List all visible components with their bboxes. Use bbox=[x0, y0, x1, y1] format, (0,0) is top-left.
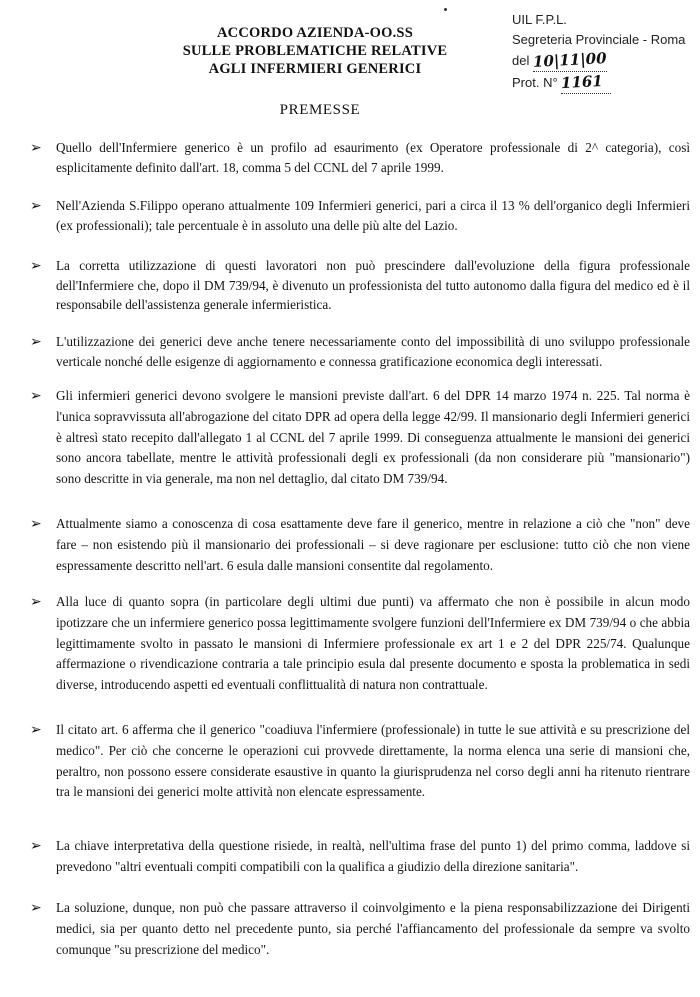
paragraph-text: Quello dell'Infermiere generico è un profilo ad esaurimento (ex Operatore professionale di 2^ categoria), così esplicitamente definito dall'art. 18, comma 5 del CCNL del 7 aprile 1999. bbox=[56, 140, 690, 175]
paragraph-text: Gli infermieri generici devono svolgere le mansioni previste dall'art. 6 del DPR 14 marzo 1974 n. 225. Tal norma è l'unica sopravvissuta all'abrogazione del citato DPR ad opera della legge 42/99. Il mansionario degli Infermieri generici è altresì stato recepito dall'allegato 1 al CCNL del 7 aprile 1999. Di conseguenza attualmente le mansioni dei generici sono ancora tabellate, mentre le attività professionali degli ex professionali (da non considerare più "mansionario") sono descritte in via generale, ma non nel dettaglio, dal citato DM 739/94. bbox=[56, 388, 690, 487]
stamp-date-field bbox=[533, 50, 607, 72]
arrowhead-bullet-icon: ➢ bbox=[30, 900, 42, 916]
list-item bbox=[30, 138, 690, 200]
document-title bbox=[150, 24, 480, 78]
stamp-prot-row bbox=[512, 72, 700, 94]
scan-speck bbox=[444, 8, 447, 11]
paragraph-text: L'utilizzazione dei generici deve anche tenere necessariamente conto del impossibilità di uno sviluppo professionale verticale nonché delle esigenze di aggiornamento e connessa gratificazione economica degli interessati. bbox=[56, 334, 690, 369]
stamp-office: Segreteria Provinciale - Roma bbox=[512, 32, 686, 47]
paragraph-text: Il citato art. 6 afferma che il generico "coadiuva l'infermiere (professionale) in tutte le sue attività e su prescrizione del medico". Per ciò che concerne le operazioni cui provvede direttamente, la norma elenca una serie di mansioni che, peraltro, non possono essere considerate esaustive in quanto la giurisprudenza nel corso degli anni ha ritenuto rientrare tra le mansioni dei generici molte attività non elencate espressamente. bbox=[56, 722, 690, 800]
stamp-prot-label: Prot. N° bbox=[512, 75, 558, 90]
arrowhead-bullet-icon: ➢ bbox=[30, 334, 42, 350]
list-item bbox=[30, 514, 690, 594]
list-item bbox=[30, 898, 690, 984]
paragraph-text: La chiave interpretativa della questione risiede, in realtà, nell'ultima frase del punto 1) del primo comma, laddove si prevedono "altri eventuali compiti compatibili con la qualifica a giudizio della direzione sanitaria". bbox=[56, 838, 690, 874]
stamp-date-row bbox=[512, 50, 700, 72]
list-item bbox=[30, 592, 690, 722]
stamp-date-label: del bbox=[512, 53, 530, 68]
paragraph-text: Alla luce di quanto sopra (in particolare degli ultimi due punti) va affermato che non è possibile in alcun modo ipotizzare che un infermiere generico possa legittimamente svolgere funzioni dell'Infermiere ex DM 739/94 o che abbia legittimamente svolto in passato le mansioni di Infermiere professionale ex art 1 e 2 del DPR 225/74. Qualunque affermazione o rivendicazione contraria a tale principio esula dal presente documento e sposta la problematica in sedi diverse, introducendo aspetti ed eventuali conflittualità di natura non contrattuale. bbox=[56, 594, 690, 693]
title-line-2: SULLE PROBLEMATICHE RELATIVE bbox=[182, 43, 448, 59]
arrowhead-bullet-icon: ➢ bbox=[30, 388, 42, 404]
section-heading: PREMESSE bbox=[279, 102, 361, 118]
title-line-3: AGLI INFERMIERI GENERICI bbox=[208, 61, 422, 77]
paragraph-text: La soluzione, dunque, non può che passare attraverso il coinvolgimento e la piena responsabilizzazione dei Dirigenti medici, sia per quanto detto nel precedente punto, sia perché l'affiancamento del professionale da sempre va svolto comunque "su prescrizione del medico". bbox=[56, 900, 690, 957]
arrowhead-bullet-icon: ➢ bbox=[30, 838, 42, 854]
title-line-1: ACCORDO AZIENDA-OO.SS bbox=[217, 25, 413, 41]
stamp-date-handwritten: 10|11|00 bbox=[532, 49, 607, 71]
paragraph-text: Attualmente siamo a conoscenza di cosa esattamente deve fare il generico, mentre in relazione a ciò che "non" deve fare – non esistendo più il mansionario dei professionali – si deve ragionare per esclusione: tutto ciò che non viene espressamente descritto nell'art. 6 esula dalle mansioni consentite dal regolamento. bbox=[56, 516, 690, 573]
arrowhead-bullet-icon: ➢ bbox=[30, 594, 42, 610]
arrowhead-bullet-icon: ➢ bbox=[30, 198, 42, 214]
stamp-prot-field bbox=[561, 72, 611, 94]
list-item bbox=[30, 332, 690, 392]
list-item bbox=[30, 386, 690, 516]
stamp-prot-handwritten: 1161 bbox=[560, 71, 604, 93]
arrowhead-bullet-icon: ➢ bbox=[30, 258, 42, 274]
list-item bbox=[30, 836, 690, 900]
paragraph-text: La corretta utilizzazione di questi lavoratori non può prescindere dall'evoluzione della figura professionale dell'Infermiere che, dopo il DM 739/94, è divenuto un professionista del tutto autonomo dalla figura del medico ed è il responsabile dell'assistenza generale infermieristica. bbox=[56, 258, 690, 313]
arrowhead-bullet-icon: ➢ bbox=[30, 516, 42, 532]
list-item bbox=[30, 720, 690, 828]
protocol-stamp bbox=[512, 10, 700, 94]
paragraph-text: Nell'Azienda S.Filippo operano attualmente 109 Infermieri generici, pari a circa il 13 % dell'organico degli Infermieri (ex professionali); tale percentuale è in assoluto una delle più alte del Lazio. bbox=[56, 198, 690, 233]
list-item bbox=[30, 196, 690, 256]
list-item bbox=[30, 256, 690, 336]
stamp-union-name: UIL F.P.L. bbox=[512, 12, 567, 27]
arrowhead-bullet-icon: ➢ bbox=[30, 722, 42, 738]
arrowhead-bullet-icon: ➢ bbox=[30, 140, 42, 156]
